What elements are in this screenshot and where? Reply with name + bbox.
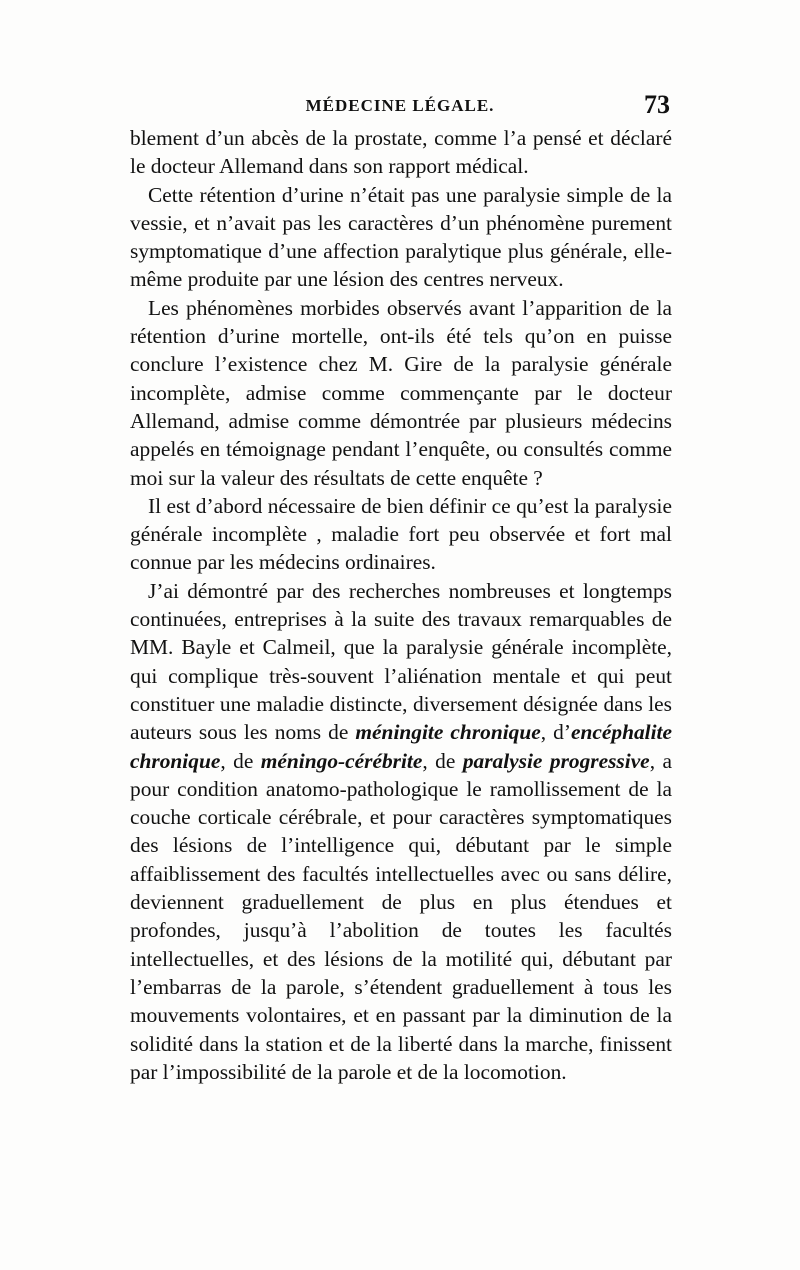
italic-term: encéphalite chronique: [130, 720, 672, 773]
text-run: , de: [220, 748, 261, 773]
paragraph-with-italics: [130, 577, 672, 1086]
text-run: , a pour condition anatomo-pathologique le ramollissement de la couche corticale cérébrale, et pour caractères symptomatiques des lésions de l’intelligence qui, débutant par le simple affaiblissement des facultés intellectuelles avec ou sans délire, deviennent graduellement de plus en plus étendues et profondes, jusqu’à l’abolition de toutes les facultés intellectuelles, et des lésions de la motilité qui, débutant par l’embarras de la parole, s’étendent graduellement à tous les mouvements volontaires, et en passant par la diminution de la solidité dans la station et de la liberté dans la marche, finissent par l’impossibilité de la parole et de la locomotion.: [130, 748, 672, 1084]
italic-term: méningo-cérébrite: [260, 748, 423, 773]
body-text: [130, 124, 672, 1086]
paragraph-continuation: blement d’un abcès de la prostate, comme l’a pensé et déclaré le docteur Allemand dans son rapport médical.: [130, 126, 672, 179]
paragraph: Les phénomènes morbides observés avant l’apparition de la rétention d’urine mortelle, ont-ils été tels qu’on en puisse conclure l’existence chez M. Gire de la paralysie générale incomplète, admise comme commençante par le docteur Allemand, admise comme démontrée par plusieurs médecins appelés en témoignage pendant l’enquête, ou consultés comme moi sur la valeur des résultats de cette enquête ?: [130, 295, 672, 490]
paragraph: Cette rétention d’urine n’était pas une paralysie simple de la vessie, et n’avait pas les caractères d’un phénomène purement symptomatique d’une affection paralytique plus générale, elle-même produite par une lésion des centres nerveux.: [130, 182, 672, 292]
page-number: 73: [644, 90, 670, 119]
running-title: MÉDECINE LÉGALE.: [305, 96, 495, 115]
italic-term: méningite chronique: [355, 720, 541, 745]
text-run: J’ai démontré par des recherches nombreuses et longtemps continuées, entreprises à la suite des travaux remarquables de MM. Bayle et Calmeil, que la paralysie générale incomplète, qui complique très-souvent l’aliénation mentale et qui peut constituer une maladie distincte, diversement désignée dans les auteurs sous les noms de: [130, 578, 672, 745]
text-run: , de: [422, 748, 463, 773]
paragraph: Il est d’abord nécessaire de bien définir ce qu’est la paralysie générale incomplète , maladie fort peu observée et fort mal connue par les médecins ordinaires.: [130, 493, 672, 575]
running-head: [130, 90, 670, 124]
italic-term: paralysie progressive: [462, 748, 650, 773]
text-run: , d’: [540, 720, 571, 745]
